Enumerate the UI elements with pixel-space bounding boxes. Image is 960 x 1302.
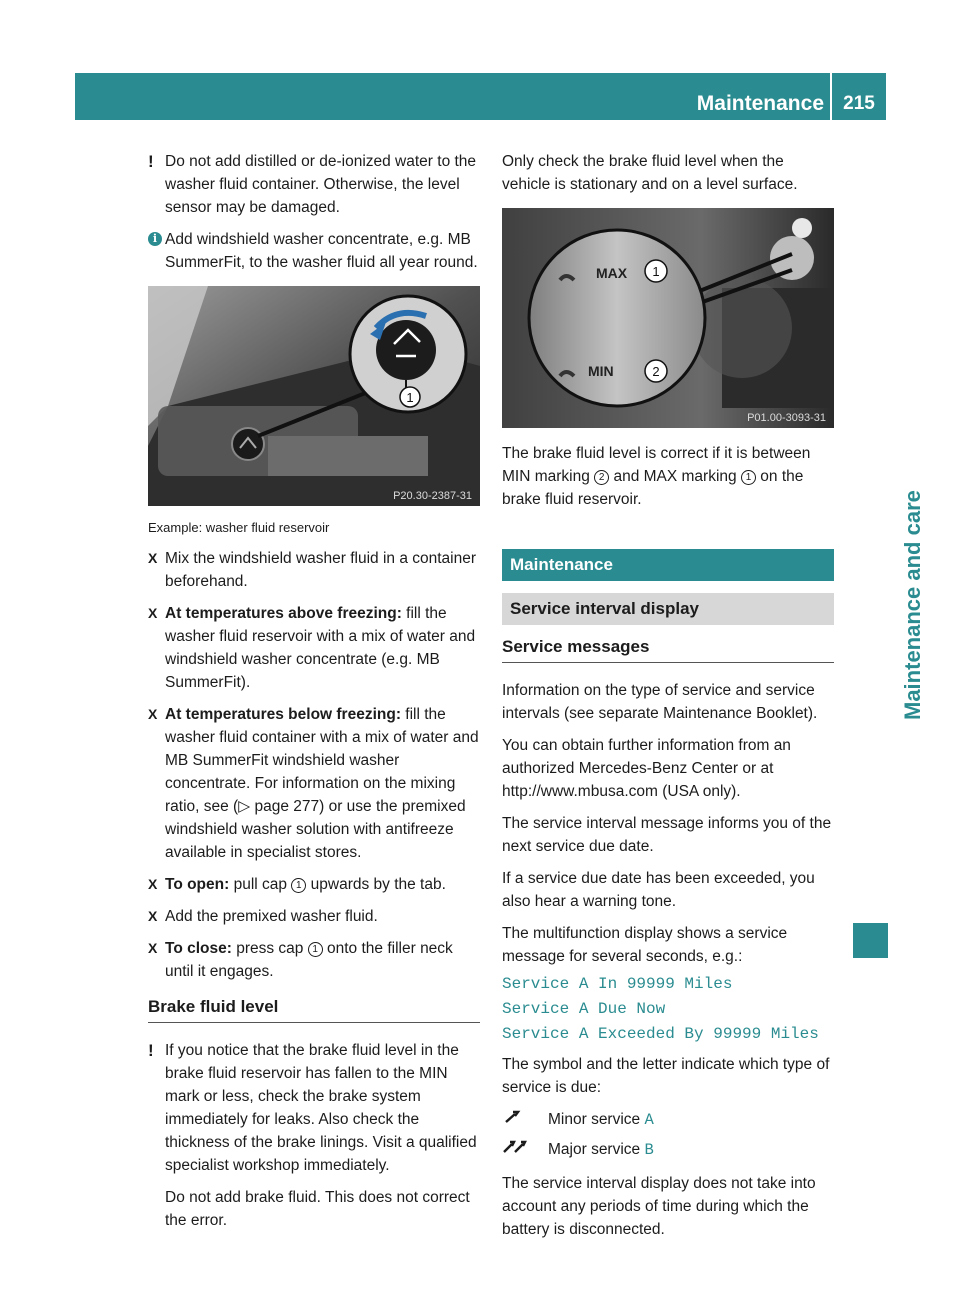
body-text: The brake fluid level is correct if it is between MIN marking: [502, 445, 811, 485]
major-service-row: [502, 1138, 834, 1162]
body-paragraph: If a service due date has been exceeded, you also hear a warning tone.: [502, 870, 815, 910]
chapter-tab-label: Maintenance and care: [900, 490, 925, 720]
step-condition: At temperatures above freezing:: [165, 605, 402, 622]
brake-fluid-heading: Brake fluid level: [148, 995, 480, 1023]
step-item: [148, 602, 480, 694]
callout-1-icon: 1: [291, 878, 306, 893]
max-marking: MAX: [596, 265, 628, 281]
brake-check-intro: Only check the brake fluid level when the vehicle is stationary and on a level surface.: [502, 153, 798, 193]
display-message: Service A Due Now: [502, 1000, 666, 1018]
subsection-bar-service-interval: Service interval display: [502, 593, 834, 625]
photo-reference-code: P20.30-2387-31: [393, 490, 472, 502]
info-concentrate: [148, 228, 480, 274]
photo-reference-code: P01.00-3093-31: [747, 412, 826, 424]
callout-2-icon: 2: [594, 470, 609, 485]
callout-1-icon: 1: [308, 942, 323, 957]
notice-text: If you notice that the brake fluid level in the brake fluid reservoir has fallen to the MIN mark or less, check the brake system immediately for leaks. Also check the thickness of the brake linings. Visit a qualified specialist workshop immediately.: [165, 1042, 477, 1174]
callout-1-icon: 1: [741, 470, 756, 485]
step-text: Mix the windshield washer fluid in a container beforehand.: [165, 550, 477, 590]
brake-reservoir-photo: [502, 208, 834, 428]
header-title: Maintenance: [696, 92, 824, 115]
step-text: upwards by the tab.: [306, 876, 446, 893]
step-item: [148, 905, 480, 928]
info-icon: i: [148, 232, 162, 246]
step-text: fill the washer fluid reservoir with a mix of water and windshield washer concentrate (e.g. MB SummerFit).: [165, 605, 476, 691]
page-number: 215: [843, 93, 875, 114]
body-paragraph: You can obtain further information from an authorized Mercedes-Benz Center or at http://www.mbusa.com (USA only).: [502, 737, 791, 800]
step-condition: To open:: [165, 876, 230, 893]
body-text: and MAX marking: [609, 468, 741, 485]
step-arrow-icon: X: [148, 876, 158, 892]
section-bar-maintenance: Maintenance: [502, 549, 834, 581]
notice-brake-fluid-2: [148, 1186, 480, 1232]
step-item: [148, 547, 480, 593]
photo2-callout-1: 1: [652, 264, 660, 279]
notice-text: Do not add distilled or de-ionized water to the washer fluid container. Otherwise, the level sensor may be damaged.: [165, 153, 477, 216]
step-arrow-icon: X: [148, 908, 158, 924]
body-text: on the brake fluid reservoir.: [502, 468, 804, 508]
body-paragraph: The service interval display does not take into account any periods of time during which the battery is disconnected.: [502, 1175, 816, 1238]
warning-icon: !: [148, 152, 154, 171]
brake-level-paragraph: [502, 442, 834, 511]
service-letter: A: [644, 1111, 654, 1129]
min-marking: MIN: [588, 363, 614, 379]
chapter-tab-marker: [853, 923, 888, 958]
step-item: [148, 873, 480, 896]
service-type-label: Major service: [548, 1141, 645, 1158]
warning-icon: !: [148, 1041, 154, 1060]
step-arrow-icon: X: [148, 706, 158, 722]
notice-brake-fluid: [148, 1039, 480, 1177]
step-text: ) or use the premixed windshield washer solution with antifreeze available in specialist stores.: [165, 798, 466, 861]
service-type-label: Minor service: [548, 1111, 645, 1128]
step-condition: To close:: [165, 940, 232, 957]
step-text: pull cap: [229, 876, 292, 893]
step-item: [148, 703, 480, 864]
photo-caption: Example: washer fluid reservoir: [148, 520, 330, 535]
step-text: press cap: [231, 940, 308, 957]
step-arrow-icon: X: [148, 605, 158, 621]
engine-bay-illustration: [148, 286, 480, 506]
service-messages-heading: Service messages: [502, 635, 834, 663]
step-arrow-icon: X: [148, 940, 158, 956]
step-condition: At temperatures below freezing:: [165, 706, 401, 723]
minor-service-row: [502, 1108, 834, 1132]
washer-reservoir-photo: [148, 286, 480, 506]
body-paragraph: The service interval message informs you of the next service due date.: [502, 815, 832, 855]
page-reference[interactable]: page 277: [254, 798, 320, 815]
service-letter: B: [644, 1141, 654, 1159]
info-text: Add windshield washer concentrate, e.g. MB SummerFit, to the washer fluid all year round.: [165, 231, 478, 271]
step-arrow-icon: X: [148, 550, 158, 566]
photo1-callout: 1: [406, 390, 414, 405]
notice-distilled-water: [148, 150, 480, 219]
header-divider: [830, 73, 832, 120]
right-column: [502, 150, 834, 1250]
display-message: Service A Exceeded By 99999 Miles: [502, 1025, 819, 1043]
page-header: [75, 73, 886, 120]
photo2-callout-2: 2: [652, 364, 660, 379]
notice-text: Do not add brake fluid. This does not correct the error.: [165, 1189, 470, 1229]
body-paragraph: The symbol and the letter indicate which type of service is due:: [502, 1056, 830, 1096]
step-item: [148, 937, 480, 983]
double-wrench-icon: [502, 1138, 528, 1163]
step-text: Add the premixed washer fluid.: [165, 908, 378, 925]
page-ref-arrow-icon: ▷: [238, 798, 255, 815]
body-paragraph: The multifunction display shows a service message for several seconds, e.g.:: [502, 925, 788, 965]
body-paragraph: Information on the type of service and service intervals (see separate Maintenance Booklet).: [502, 682, 818, 722]
step-text: onto the filler neck until it engages.: [165, 940, 453, 980]
wrench-icon: [502, 1108, 524, 1133]
display-message: Service A In 99999 Miles: [502, 975, 733, 993]
step-text: fill the washer fluid container with a mix of water and MB SummerFit windshield washer concentrate. For information on the mixing ratio, see (: [165, 706, 479, 815]
left-column: [148, 150, 480, 1241]
brake-reservoir-illustration: [502, 208, 834, 428]
